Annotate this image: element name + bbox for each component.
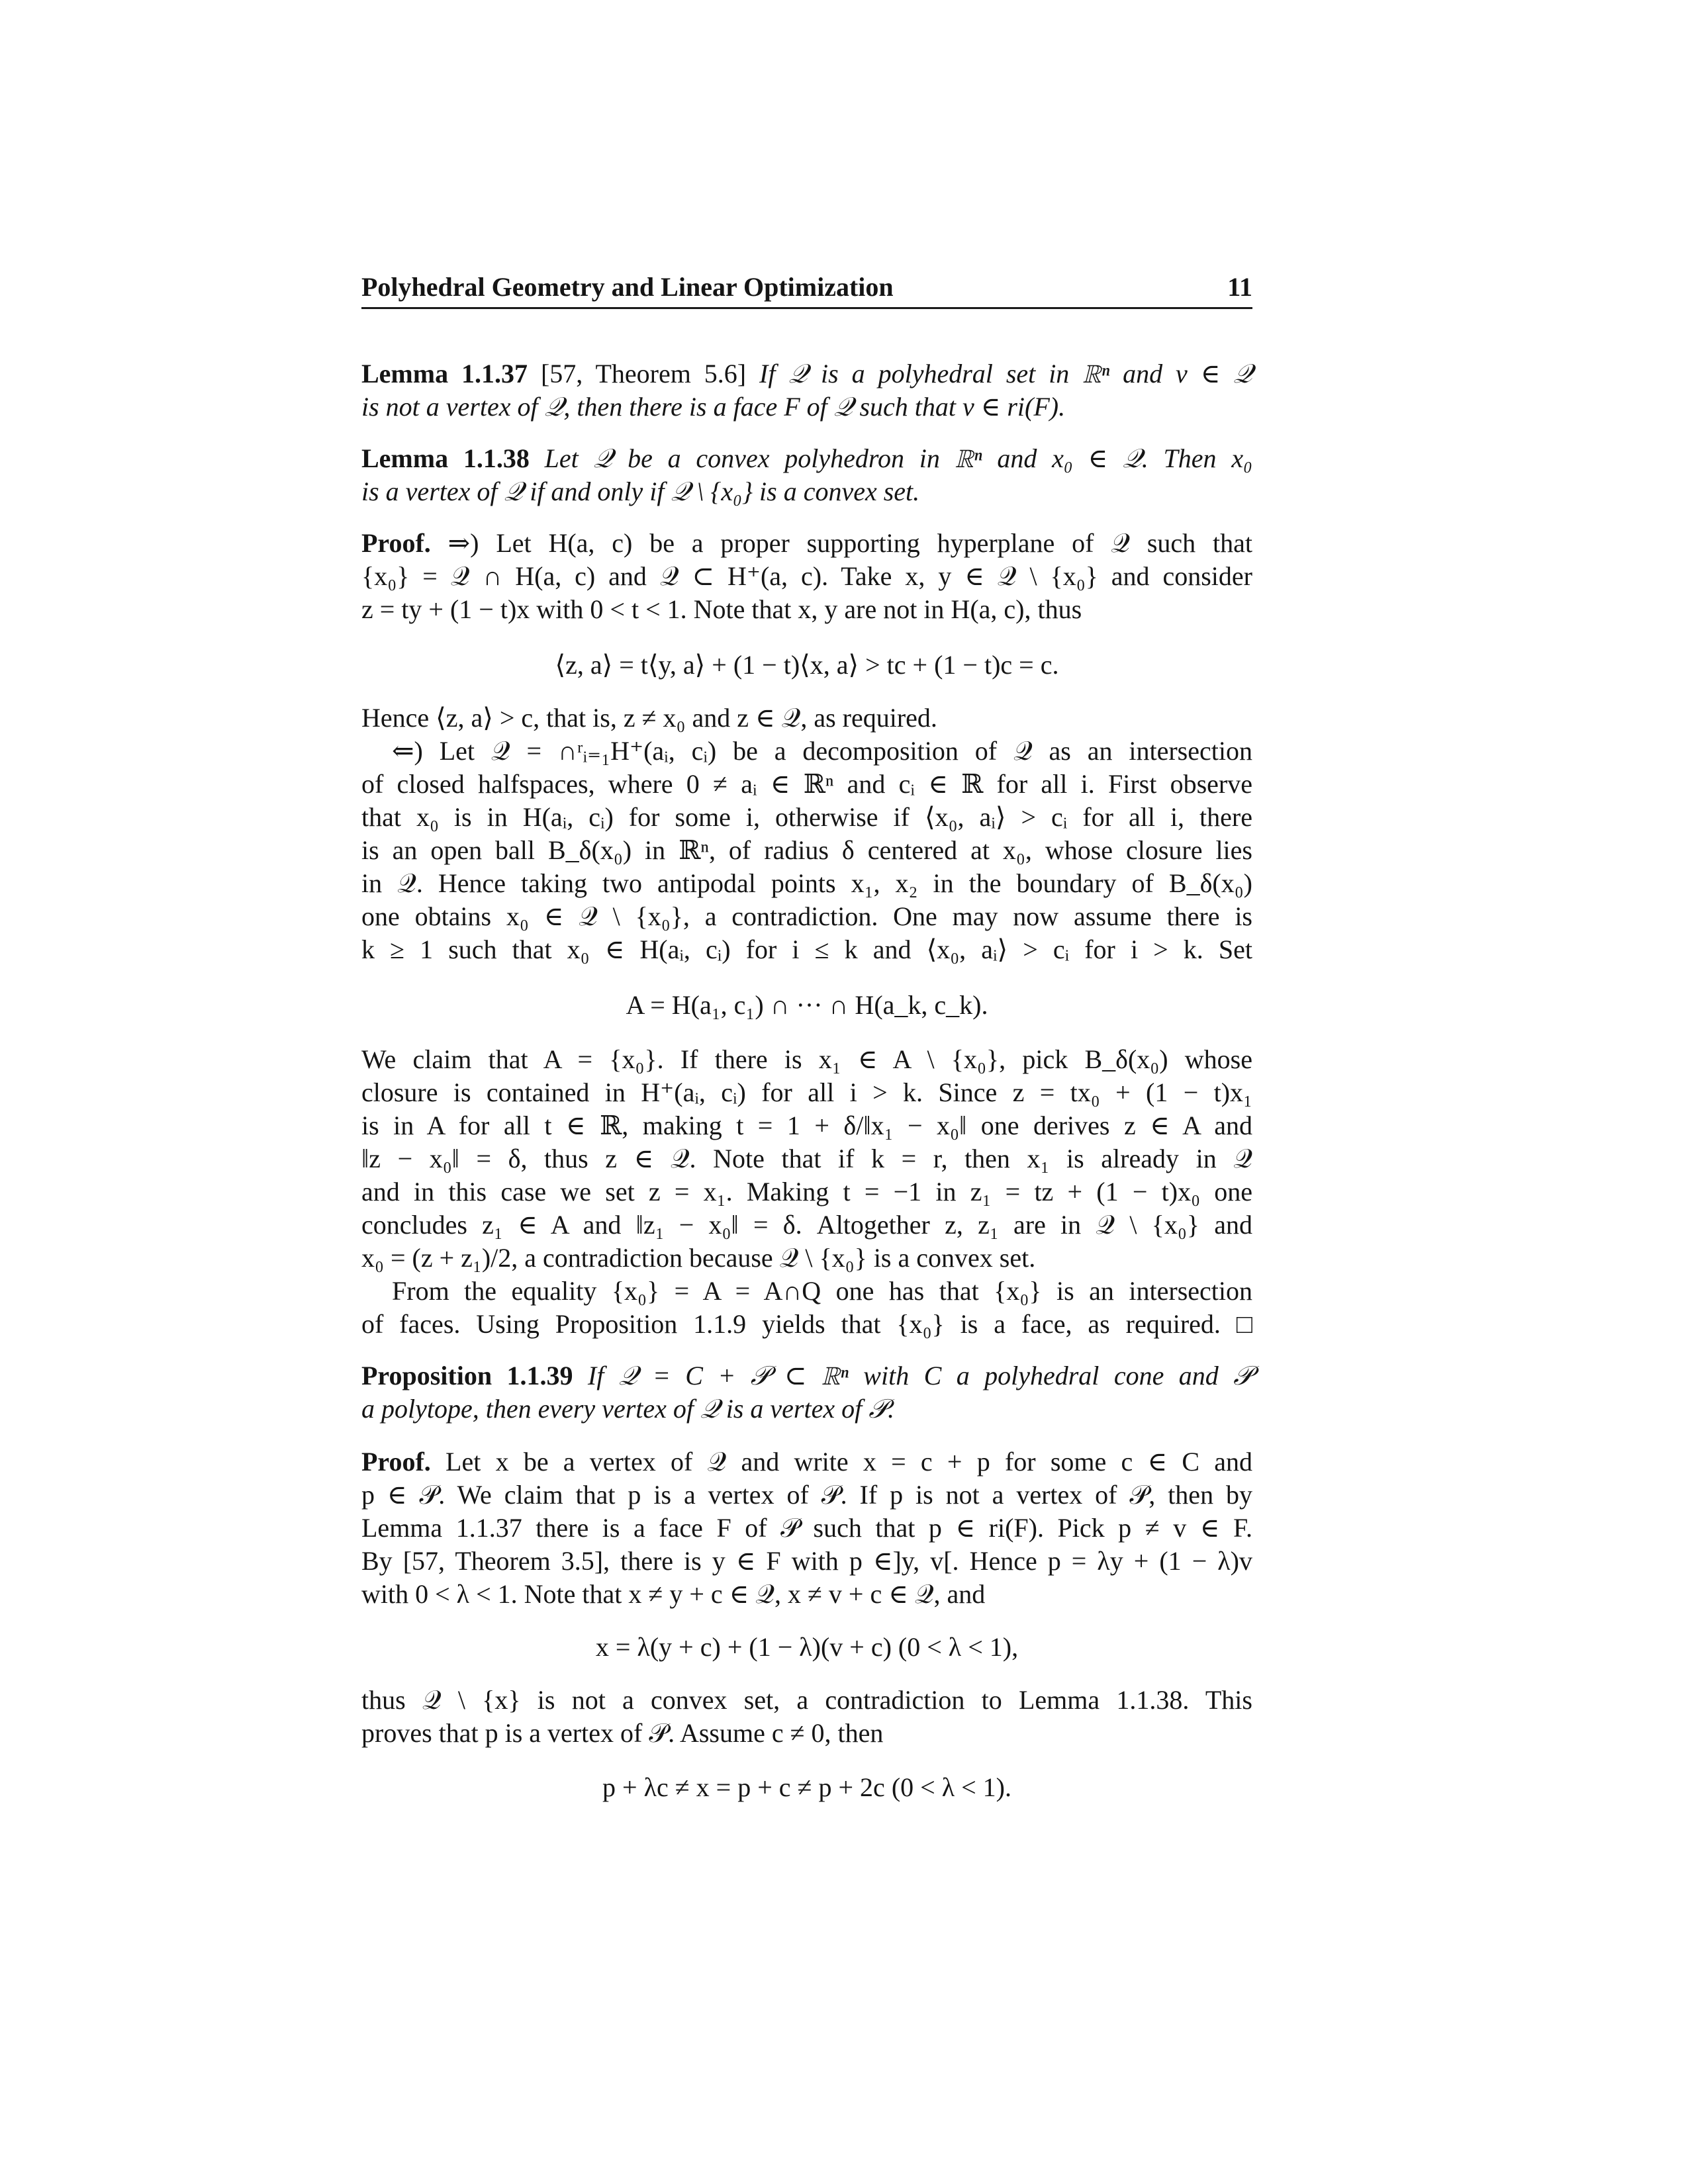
qed-symbol: □: [1236, 1309, 1253, 1339]
proof-1-line-8: is an open ball B_δ(x₀) in ℝⁿ, of radius δ centered at x₀, whose closure lies: [361, 835, 1252, 865]
proof-1-line-15: ‖z − x₀‖ = δ, thus z ∈ 𝒬. Note that if k = r, then x₁ is already in 𝒬: [361, 1144, 1252, 1173]
proposition-1-1-39-line-2: a polytope, then every vertex of 𝒬 is a vertex of 𝒫.: [361, 1394, 895, 1424]
equation-2: A = H(a₁, c₁) ∩ ··· ∩ H(a_k, c_k).: [626, 990, 988, 1020]
proof-1-line-19: From the equality {x₀} = A = A∩Q one has that {x₀} is an intersection: [392, 1276, 1252, 1306]
proof-1-line-10: one obtains x₀ ∈ 𝒬 \ {x₀}, a contradiction. One may now assume there is: [361, 901, 1252, 931]
proof-1-line-2: {x₀} = 𝒬 ∩ H(a, c) and 𝒬 ⊂ H⁺(a, c). Take x, y ∈ 𝒬 \ {x₀} and consider: [361, 561, 1252, 591]
proof-1-line-7: that x₀ is in H(aᵢ, cᵢ) for some i, otherwise if ⟨x₀, aᵢ⟩ > cᵢ for all i, there: [361, 802, 1252, 832]
proof-2-line-3: Lemma 1.1.37 there is a face F of 𝒫 such that p ∈ ri(F). Pick p ≠ v ∈ F.: [361, 1513, 1252, 1543]
proposition-statement: If 𝒬 = C + 𝒫 ⊂ ℝⁿ with C a polyhedral cone and 𝒫: [587, 1361, 1253, 1390]
proof-label: Proof.: [361, 528, 431, 558]
proof-2-line-5: with 0 < λ < 1. Note that x ≠ y + c ∈ 𝒬, x ≠ v + c ∈ 𝒬, and: [361, 1579, 986, 1609]
lemma-citation: [57, Theorem 5.6]: [540, 359, 747, 388]
proof-1-line-17: concludes z₁ ∈ A and ‖z₁ − x₀‖ = δ. Altogether z, z₁ are in 𝒬 \ {x₀} and: [361, 1210, 1252, 1240]
proof-2-line-4: By [57, Theorem 3.5], there is y ∈ F with p ∈]y, v[. Hence p = λy + (1 − λ)v: [361, 1546, 1252, 1576]
proof-1-line-12: We claim that A = {x₀}. If there is x₁ ∈ A \ {x₀}, pick B_δ(x₀) whose: [361, 1044, 1252, 1074]
proof-1-line-6: of closed halfspaces, where 0 ≠ aᵢ ∈ ℝⁿ and cᵢ ∈ ℝ for all i. First observe: [361, 769, 1252, 799]
running-title: Polyhedral Geometry and Linear Optimization: [361, 272, 894, 302]
proof-1-line-5: ⇐) Let 𝒬 = ∩ʳᵢ₌₁H⁺(aᵢ, cᵢ) be a decomposition of 𝒬 as an intersection: [392, 736, 1252, 766]
lemma-label: Lemma 1.1.38: [361, 443, 530, 473]
proof-2-line-7: proves that p is a vertex of 𝒫. Assume c ≠ 0, then: [361, 1718, 884, 1748]
proof-1-line-16: and in this case we set z = x₁. Making t = −1 in z₁ = tz + (1 − t)x₀ one: [361, 1177, 1252, 1206]
page-number: 11: [1227, 272, 1252, 302]
proposition-label: Proposition 1.1.39: [361, 1361, 573, 1390]
lemma-statement: Let 𝒬 be a convex polyhedron in ℝⁿ and x₀ ∈ 𝒬. Then x₀: [544, 443, 1253, 473]
proof-label: Proof.: [361, 1447, 431, 1477]
lemma-1-1-38-line-2: is a vertex of 𝒬 if and only if 𝒬 \ {x₀} is a convex set.: [361, 477, 920, 506]
proof-text: of faces. Using Proposition 1.1.9 yields that {x₀} is a face, as required.: [361, 1309, 1221, 1339]
proposition-1-1-39-line-1: [361, 1359, 1252, 1392]
proof-1-line-1: [361, 527, 1252, 560]
proof-1-line-14: is in A for all t ∈ ℝ, making t = 1 + δ/‖x₁ − x₀‖ one derives z ∈ A and: [361, 1111, 1252, 1140]
proof-1-line-13: closure is contained in H⁺(aᵢ, cᵢ) for all i > k. Since z = tx₀ + (1 − t)x₁: [361, 1077, 1252, 1107]
proof-1-line-3: z = ty + (1 − t)x with 0 < t < 1. Note that x, y are not in H(a, c), thus: [361, 594, 1082, 624]
proof-2-line-6: thus 𝒬 \ {x} is not a convex set, a contradiction to Lemma 1.1.38. This: [361, 1685, 1252, 1715]
proof-1-line-4: Hence ⟨z, a⟩ > c, that is, z ≠ x₀ and z ∈ 𝒬, as required.: [361, 703, 937, 733]
equation-3: x = λ(y + c) + (1 − λ)(v + c) (0 < λ < 1),: [595, 1632, 1019, 1662]
lemma-1-1-37-line-2: is not a vertex of 𝒬, then there is a face F of 𝒬 such that v ∈ ri(F).: [361, 392, 1066, 422]
proof-1-line-11: k ≥ 1 such that x₀ ∈ H(aᵢ, cᵢ) for i ≤ k and ⟨x₀, aᵢ⟩ > cᵢ for i > k. Set: [361, 934, 1252, 964]
equation-4: p + λc ≠ x = p + c ≠ p + 2c (0 < λ < 1).: [602, 1772, 1011, 1802]
proof-1-line-9: in 𝒬. Hence taking two antipodal points x₁, x₂ in the boundary of B_δ(x₀): [361, 868, 1252, 898]
lemma-statement: If 𝒬 is a polyhedral set in ℝⁿ and v ∈ 𝒬: [759, 359, 1253, 388]
proof-text: Let x be a vertex of 𝒬 and write x = c + p for some c ∈ C and: [445, 1447, 1253, 1477]
proof-1-line-20: [361, 1308, 1252, 1341]
equation-1: ⟨z, a⟩ = t⟨y, a⟩ + (1 − t)⟨x, a⟩ > tc + (1 − t)c = c.: [555, 650, 1059, 680]
proof-2-line-2: p ∈ 𝒫. We claim that p is a vertex of 𝒫. If p is not a vertex of 𝒫, then by: [361, 1480, 1252, 1510]
lemma-1-1-38-line-1: [361, 442, 1252, 475]
proof-text: ⇒) Let H(a, c) be a proper supporting hyperplane of 𝒬 such that: [447, 528, 1252, 558]
running-header: [361, 267, 1252, 309]
lemma-label: Lemma 1.1.37: [361, 359, 528, 388]
proof-1-line-18: x₀ = (z + z₁)/2, a contradiction because 𝒬 \ {x₀} is a convex set.: [361, 1243, 1036, 1273]
lemma-1-1-37-line-1: [361, 357, 1252, 390]
proof-2-line-1: [361, 1445, 1252, 1479]
